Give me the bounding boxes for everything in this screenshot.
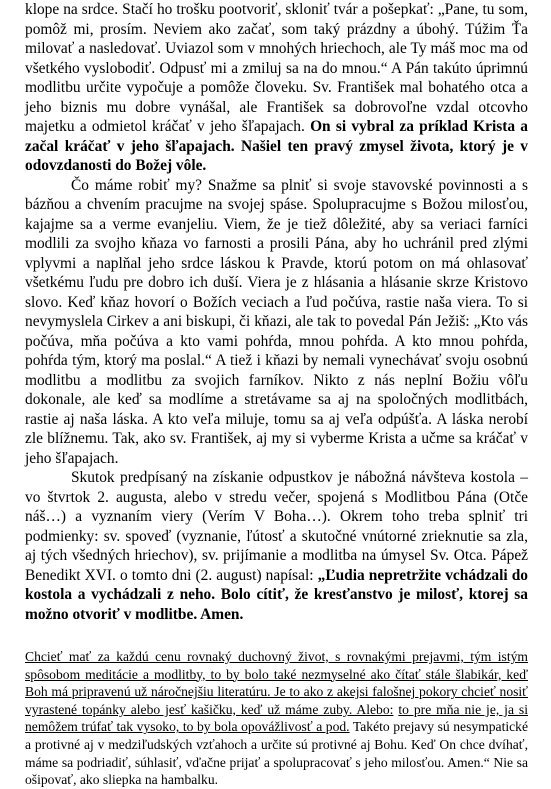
- main-text: [25, 0, 528, 624]
- paragraph-3-text: Skutok predpísaný na získanie odpustkov je nábožná návšteva kostola – vo štvrtok 2. augusta, alebo v stredu večer, spojená s Modlitbou Pána (Otče náš…) a vyznaním viery (Verím V Boha…). Okrem toho treba splniť tri podmienky: sv. spoveď (vyznanie, ľútosť a skutočné vnútorné zrieknutie sa zla, aj tých všedných hriechov), sv. prijímanie a modlitba na úmysel Sv. Otca. Pápež Benedikt XVI. o tomto dni (2. august) napísal:: [25, 469, 528, 584]
- paragraph-1-text: klope na srdce. Stačí ho trošku pootvoriť, skloniť tvár a pošepkať: „Pane, tu som, pomôž mi, prosím. Neviem ako začať, som taký prázdny a úbohý. Túžim Ťa milovať a nasledovať. Uviazol som v mnohých hriechoch, ale Ty máš moc ma od všetkého vyslobodiť. Odpusť mi a zmiluj sa na do mnou.“ A Pán takúto úprimnú modlitbu určite vypočuje a pomôže človeku. Sv. František mal bohatého otca a jeho biznis mu dobre vynášal, ale František sa dobrovoľne vzdal otcovho majetku a odmietol kráčať v jeho šľapajach.: [25, 1, 528, 135]
- paragraph-2-text: Čo máme robiť my? Snažme sa plniť si svoje stavovské povinnosti a s bázňou a chvením pracujme na svojej spáse. Spolupracujme s Božou milosťou, kajajme sa a verme evanjeliu. Viem, že je tiež dôležité, aby sa veriaci farníci modlili za svojho kňaza vo farnosti a prosili Pána, aby ho uchránil pred zlými vplyvmi a naplňal jeho srdce láskou k Pravde, ktorú potom on má ohlasovať všetkému ľudu pre dobro ich duší. Viera je z hlásania a hlásanie skrze Kristovo slovo. Keď kňaz hovorí o Božích veciach a ľud počúva, rastie naša viera. To si nevymyslela Cirkev a ani biskupi, či kňazi, ale tak to povedal Pán Ježiš: „Kto vás počúva, mňa počúva a kto vami pohŕda, mnou pohŕda. A kto mnou pohŕda, pohŕda tým, ktorý ma poslal.“ A tiež i kňazi by nemali vynechávať svoju osobnú modlitbu a modlitbu za svojich farníkov. Nikto z nás neplní Božiu vôľu dokonale, ale keď sa modlíme a stretávame sa aj na spoločných modlitbách, rastie aj naša láska. A kto veľa miluje, tomu sa aj veľa odpúšťa. A láska nerobí zle blížnemu. Tak, ako sv. František, aj my si vyberme Krista a učme sa kráčať v jeho šľapajach.: [25, 176, 528, 467]
- paragraph-3: [25, 468, 528, 624]
- paragraph-1: [25, 0, 528, 176]
- quote-underlined-part-2: to pre mňa nie je, ja si nemôžem trúfať tak vysoko, to by bola opovážlivosť a pod.: [25, 701, 528, 735]
- quote-plain-part: Takéto prejavy sú nesympatické a protivné aj v medziľudských vzťahoch a určite sú protivné aj Bohu. Keď On chce dvíhať, máme sa podriadiť, súhlasiť, vďačne prijať a spolupracovať s jeho milosťou. Amen.“ Nie sa ošipovať, ako sliepka na hambalku.: [25, 719, 529, 788]
- paragraph-1-bold: On si vybral za príklad Krista a začal kráčať v jeho šľapajach. Našiel ten pravý zmysel života, ktorý je v odovzdanosti do Božej vôle.: [25, 118, 528, 174]
- paragraph-3-bold: „Ľudia nepretržite vchádzali do kostola a vychádzali z neho. Bolo cítiť, že kresťanstvo je milosť, ktorej sa možno otvoriť v modlitbe. Amen.: [25, 566, 528, 623]
- paragraph-2: [25, 176, 528, 469]
- quote-underlined-part-1: Chcieť mať za každú cenu rovnaký duchovný život, s rovnakými prejavmi, tým istým spôsobom meditácie a modlitby, to by bolo také nezmyselné ako čítať stále šlabikár, keď Boh má pripravenú už náročnejšiu literatúru. Je to ako z akejsi falošnej pokory chcieť nosiť vyrastené topánky alebo jesť kašičku, keď už máme zuby. Alebo:: [25, 649, 528, 717]
- boxed-quote: [25, 648, 528, 789]
